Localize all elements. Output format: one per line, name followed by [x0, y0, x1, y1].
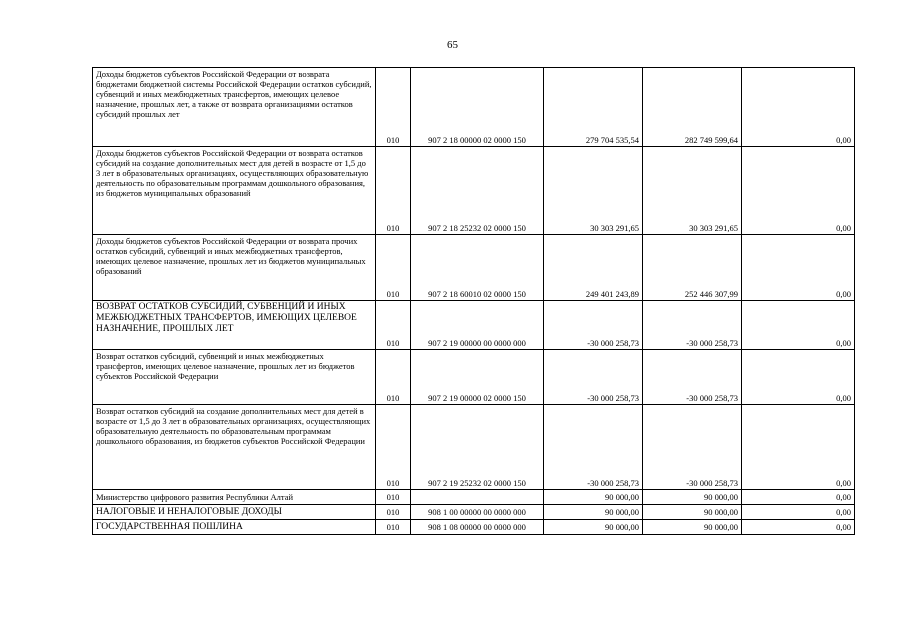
- budget-classification-code: 907 2 19 25232 02 0000 150: [411, 405, 544, 490]
- unexecuted-amount: 0,00: [742, 235, 855, 301]
- executed-amount: 252 446 307,99: [643, 235, 742, 301]
- unexecuted-amount: 0,00: [742, 520, 855, 535]
- table-row: [93, 301, 855, 350]
- revenue-name: Возврат остатков субсидий, субвенций и иных межбюджетных трансфертов, имеющих целевое назначение, прошлых лет из бюджетов субъектов Российской Федерации: [93, 350, 376, 405]
- unexecuted-amount: 0,00: [742, 301, 855, 350]
- line-code: 010: [376, 520, 411, 535]
- table-row: [93, 405, 855, 490]
- line-code: 010: [376, 490, 411, 505]
- budget-classification-code: 907 2 19 00000 02 0000 150: [411, 350, 544, 405]
- unexecuted-amount: 0,00: [742, 350, 855, 405]
- line-code: 010: [376, 350, 411, 405]
- revenue-name: ВОЗВРАТ ОСТАТКОВ СУБСИДИЙ, СУБВЕНЦИЙ И ИНЫХ МЕЖБЮДЖЕТНЫХ ТРАНСФЕРТОВ, ИМЕЮЩИХ ЦЕЛЕВОЕ НАЗНАЧЕНИЕ, ПРОШЛЫХ ЛЕТ: [93, 301, 376, 350]
- table-row: [93, 235, 855, 301]
- line-code: 010: [376, 235, 411, 301]
- executed-amount: -30 000 258,73: [643, 405, 742, 490]
- approved-amount: -30 000 258,73: [544, 301, 643, 350]
- line-code: 010: [376, 505, 411, 520]
- budget-classification-code: [411, 490, 544, 505]
- table-row: [93, 68, 855, 147]
- approved-amount: 249 401 243,89: [544, 235, 643, 301]
- approved-amount: -30 000 258,73: [544, 350, 643, 405]
- unexecuted-amount: 0,00: [742, 147, 855, 235]
- unexecuted-amount: 0,00: [742, 405, 855, 490]
- budget-classification-code: 907 2 18 60010 02 0000 150: [411, 235, 544, 301]
- budget-classification-code: 907 2 19 00000 00 0000 000: [411, 301, 544, 350]
- budget-classification-code: 907 2 18 25232 02 0000 150: [411, 147, 544, 235]
- revenue-name: Доходы бюджетов субъектов Российской Федерации от возврата остатков субсидий на создание дополнительных мест для детей в возрасте от 1,5 до 3 лет в образовательных организациях, осуществляющих образовательную деятельность по образовательным программам дошкольного образования, из бюджетов муниципальных образований: [93, 147, 376, 235]
- budget-classification-code: 907 2 18 00000 02 0000 150: [411, 68, 544, 147]
- budget-classification-code: 908 1 08 00000 00 0000 000: [411, 520, 544, 535]
- approved-amount: 30 303 291,65: [544, 147, 643, 235]
- executed-amount: 30 303 291,65: [643, 147, 742, 235]
- line-code: 010: [376, 405, 411, 490]
- revenue-name: НАЛОГОВЫЕ И НЕНАЛОГОВЫЕ ДОХОДЫ: [93, 505, 376, 520]
- executed-amount: -30 000 258,73: [643, 301, 742, 350]
- line-code: 010: [376, 147, 411, 235]
- executed-amount: 90 000,00: [643, 505, 742, 520]
- executed-amount: 90 000,00: [643, 490, 742, 505]
- revenue-table: [92, 67, 855, 535]
- revenue-name: Доходы бюджетов субъектов Российской Федерации от возврата бюджетами бюджетной системы Российской Федерации остатков субсидий, субвенций и иных межбюджетных трансфертов, имеющих целевое назначение, прошлых лет, а также от возврата организациями остатков субсидий прошлых лет: [93, 68, 376, 147]
- table-row: [93, 520, 855, 535]
- revenue-name: Возврат остатков субсидий на создание дополнительных мест для детей в возрасте от 1,5 до 3 лет в образовательных организациях, осуществляющих образовательную деятельность по образовательным программам дошкольного образования, из бюджетов субъектов Российской Федерации: [93, 405, 376, 490]
- approved-amount: -30 000 258,73: [544, 405, 643, 490]
- approved-amount: 90 000,00: [544, 490, 643, 505]
- revenue-name: ГОСУДАРСТВЕННАЯ ПОШЛИНА: [93, 520, 376, 535]
- unexecuted-amount: 0,00: [742, 505, 855, 520]
- executed-amount: 282 749 599,64: [643, 68, 742, 147]
- unexecuted-amount: 0,00: [742, 68, 855, 147]
- line-code: 010: [376, 68, 411, 147]
- approved-amount: 90 000,00: [544, 520, 643, 535]
- approved-amount: 90 000,00: [544, 505, 643, 520]
- table-row: [93, 350, 855, 405]
- unexecuted-amount: 0,00: [742, 490, 855, 505]
- table-row: [93, 147, 855, 235]
- approved-amount: 279 704 535,54: [544, 68, 643, 147]
- page-number: 65: [447, 39, 458, 51]
- executed-amount: 90 000,00: [643, 520, 742, 535]
- executed-amount: -30 000 258,73: [643, 350, 742, 405]
- table-row: [93, 505, 855, 520]
- budget-classification-code: 908 1 00 00000 00 0000 000: [411, 505, 544, 520]
- revenue-name: Доходы бюджетов субъектов Российской Федерации от возврата прочих остатков субсидий, субвенций и иных межбюджетных трансфертов, имеющих целевое назначение, прошлых лет из бюджетов муниципальных образований: [93, 235, 376, 301]
- revenue-name: Министерство цифрового развития Республики Алтай: [93, 490, 376, 505]
- table-row: [93, 490, 855, 505]
- line-code: 010: [376, 301, 411, 350]
